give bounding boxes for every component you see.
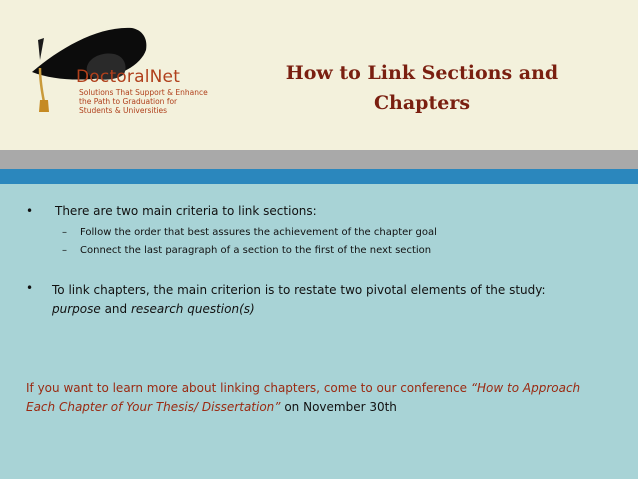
slide-title-line: Chapters bbox=[373, 92, 471, 114]
logo-tagline-line: the Path to Graduation for bbox=[79, 97, 178, 106]
sub-bullet bbox=[62, 227, 437, 238]
slide-title bbox=[262, 58, 582, 118]
emphasis-research: research question(s) bbox=[130, 302, 255, 316]
logo-tagline bbox=[79, 88, 209, 115]
conference-callout bbox=[26, 379, 606, 417]
doctoralnet-logo bbox=[30, 20, 220, 120]
logo-tagline-line: Students & Universities bbox=[79, 106, 168, 115]
callout-lead: If you want to learn more about linking chapters, come to our conference bbox=[26, 381, 471, 395]
bullet-icon: • bbox=[26, 281, 34, 295]
header bbox=[0, 0, 638, 150]
logo-name: DoctoralNet bbox=[76, 67, 181, 87]
connector-text: and bbox=[100, 302, 131, 316]
callout-date: on November 30th bbox=[280, 400, 397, 414]
dash-icon: – bbox=[62, 245, 67, 256]
conference-title: “How to Approach Each Chapter of Your Thesis/ Dissertation” bbox=[26, 381, 581, 414]
logo-tagline-line: Solutions That Support & Enhance bbox=[79, 88, 208, 97]
sub-bullet bbox=[62, 245, 431, 256]
sub-bullet-text: Follow the order that best assures the achievement of the chapter goal bbox=[80, 227, 437, 238]
divider-gray-band bbox=[0, 150, 638, 169]
emphasis-purpose: purpose bbox=[52, 302, 101, 316]
slide-title-line: How to Link Sections and bbox=[285, 62, 559, 84]
bullet-text bbox=[52, 281, 612, 319]
bullet-text: There are two main criteria to link sections: bbox=[55, 204, 317, 218]
bullet-text-line: To link chapters, the main criterion is to restate two pivotal elements of the study: bbox=[52, 283, 546, 297]
bullet-icon: • bbox=[26, 204, 34, 218]
divider-blue-stripe bbox=[0, 169, 638, 184]
sub-bullet-text: Connect the last paragraph of a section to the first of the next section bbox=[80, 245, 432, 256]
dash-icon: – bbox=[62, 227, 67, 238]
